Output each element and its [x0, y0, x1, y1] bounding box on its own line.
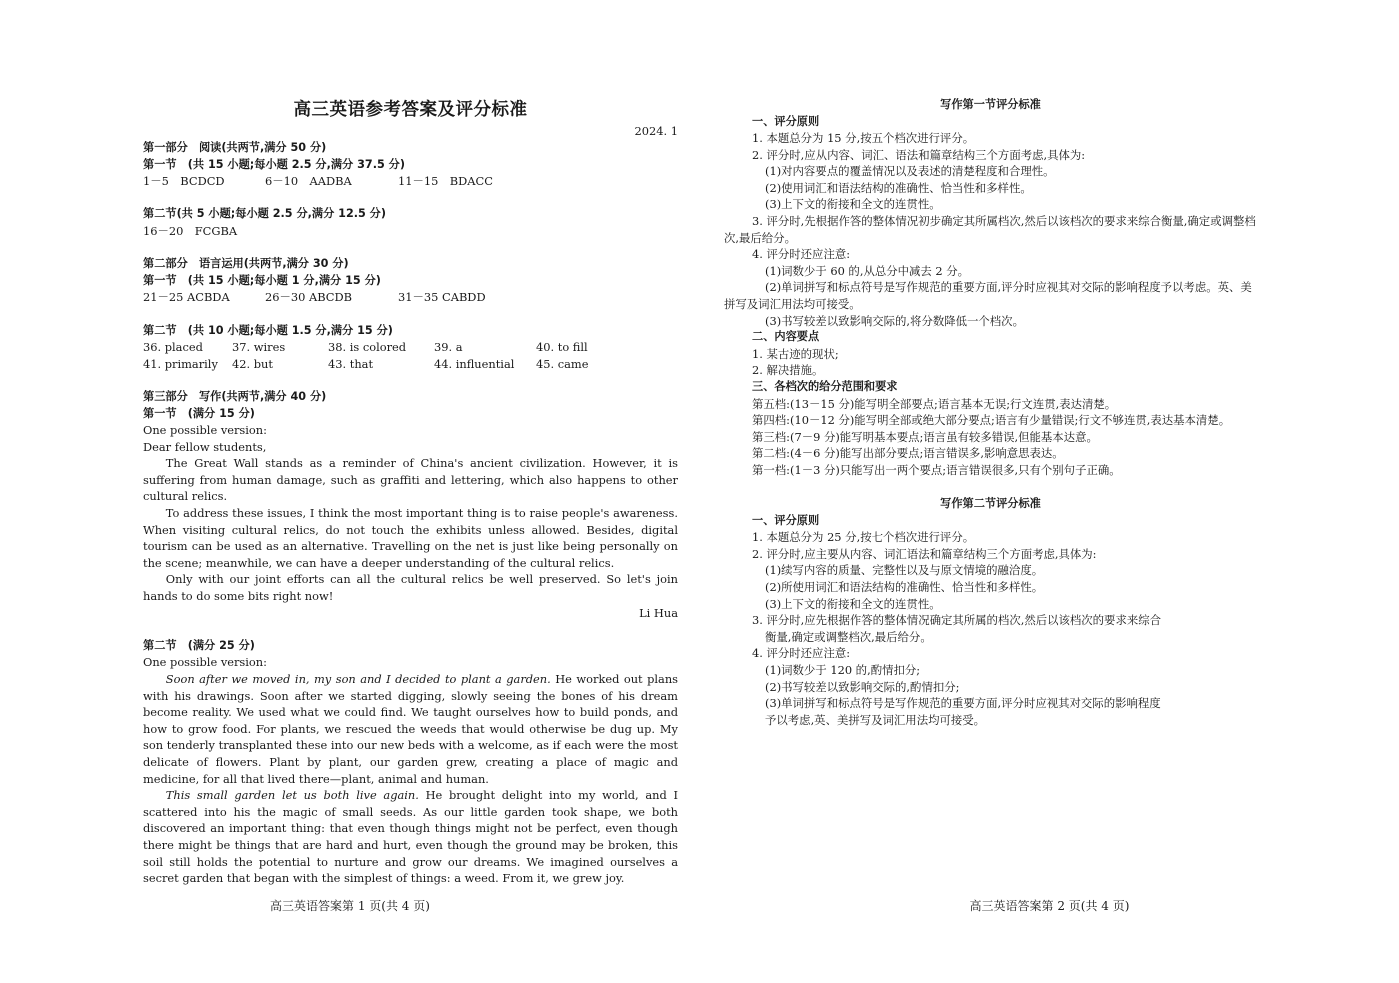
answer-group: 6－10 AADBA	[265, 174, 352, 189]
answer-group: 31－35 CABDD	[398, 290, 486, 305]
rubric-subitem: (3)书写较差以致影响交际的,将分数降低一个档次。	[765, 313, 1024, 328]
rubric-subitem: (3)上下文的衔接和全文的连贯性。	[765, 197, 941, 212]
section-title: 写作第一节评分标准	[940, 98, 1041, 111]
part1-heading: 第一部分 阅读(共两节,满分 50 分)	[143, 141, 327, 154]
rubric-heading: 三、各档次的给分范围和要求	[752, 380, 898, 393]
rubric-item: 3. 评分时,应先根据作答的整体情况确定其所属的档次,然后以该档次的要求来综合	[752, 613, 1162, 628]
version-label: One possible version:	[143, 655, 267, 670]
section-title: 写作第二节评分标准	[940, 497, 1041, 511]
date-label: 2024. 1	[634, 124, 678, 138]
answer-item: 36. placed	[143, 340, 203, 355]
part3-sec2-heading: 第二节 (满分 25 分)	[143, 638, 255, 652]
rubric-item: 3. 评分时,先根据作答的整体情况初步确定其所属档次,然后以该档次的要求来综合衡量,确定或调整档次,最后给分。	[724, 214, 1256, 245]
answer-group: 16－20 FCGBA	[143, 223, 238, 238]
page-footer: 高三英语答案第 2 页(共 4 页)	[969, 899, 1130, 913]
grade-level: 第五档:(13－15 分)能写明全部要点;语言基本无误;行文连贯,表达清楚。	[752, 396, 1117, 411]
answer-item: 42. but	[232, 356, 273, 371]
part2-sec2-row1	[143, 339, 678, 356]
part1-sec1-heading: 第一节 (共 15 小题;每小题 2.5 分,满分 37.5 分)	[143, 157, 405, 171]
content-point: 2. 解决措施。	[752, 363, 824, 378]
part2-sec2-row2	[143, 356, 678, 373]
paragraph-lead-sentence: Soon after we moved in, my son and I decided to plant a garden.	[165, 672, 551, 686]
paragraph-body: He worked out plans with his drawings. Soon after we started digging, slowly seeing the bones of his dream become reality. We used what we could find. We taught ourselves how to build ponds, and how to grow food. For plants, we rescued the weeds that would otherwise be dug up. My son tenderly transplanted these into our new beds with a welcome, as if each were the most delicate of flowers. Plant by plant, our garden grew, creating a place of magic and medicine, for all that lived there—plant, animal and human.	[143, 672, 679, 786]
answer-item: 39. a	[434, 340, 463, 355]
answer-item: 41. primarily	[143, 356, 218, 371]
rubric-heading: 一、评分原则	[752, 513, 820, 527]
part2-sec1-heading: 第一节 (共 15 小题;每小题 1 分,满分 15 分)	[143, 273, 381, 287]
rubric-item: 1. 本题总分为 25 分,按七个档次进行评分。	[752, 530, 975, 545]
paragraph-body: He brought delight into my world, and I scattered into his the magic of small seeds. As our little garden took shape, we both discovered an important thing: that even though things might not be perfect, even though there might be things that are hard and hurt, even though the ground may be broken, this soil still holds the potential to nurture and grow our dreams. We imagined ourselves a secret garden that began with the simplest of things: a weed. From it, we grew joy.	[143, 788, 678, 886]
letter-signature: Li Hua	[639, 605, 678, 620]
grade-level: 第一档:(1－3 分)只能写出一两个要点;语言错误很多,只有个别句子正确。	[752, 462, 1121, 477]
story-paragraph	[143, 787, 678, 887]
paragraph-lead-sentence: This small garden let us both live again.	[165, 788, 419, 803]
rubric-subitem: (2)书写较差以致影响交际的,酌情扣分;	[765, 679, 960, 694]
answer-item: 45. came	[536, 356, 589, 371]
answer-group: 21－25 ACBDA	[143, 290, 230, 305]
rubric-item: 1. 本题总分为 15 分,按五个档次进行评分。	[752, 131, 975, 146]
rubric-item: 2. 评分时,应从内容、词汇、语法和篇章结构三个方面考虑,具体为:	[752, 147, 1086, 162]
version-label: One possible version:	[143, 423, 267, 438]
rubric-item-continuation: 衡量,确定或调整档次,最后给分。	[765, 629, 932, 644]
page-1-content	[143, 98, 678, 887]
answer-group: 11－15 BDACC	[398, 174, 493, 189]
rubric-subitem: (1)续写内容的质量、完整性以及与原文情境的融洽度。	[765, 563, 1044, 578]
grade-level: 第四档:(10－12 分)能写明全部或绝大部分要点;语言有少量错误;行文不够连贯,表达基本清楚。	[752, 413, 1231, 428]
answer-group: 26－30 ABCDB	[265, 290, 353, 305]
rubric-subitem: (3)上下文的衔接和全文的连贯性。	[765, 596, 941, 611]
rubric-subitem: (2)使用词汇和语法结构的准确性、恰当性和多样性。	[765, 180, 1032, 195]
rubric-subitem: (2)所使用词汇和语法结构的准确性、恰当性和多样性。	[765, 580, 1044, 595]
part3-heading: 第三部分 写作(共两节,满分 40 分)	[143, 389, 327, 403]
rubric-item: 4. 评分时还应注意:	[752, 646, 851, 661]
part2-sec1-answers	[143, 289, 678, 306]
grade-level: 第二档:(4－6 分)能写出部分要点;语言错误多,影响意思表达。	[752, 446, 1064, 461]
part1-sec2-heading: 第二节(共 5 小题;每小题 2.5 分,满分 12.5 分)	[143, 207, 386, 221]
page-2-content	[724, 96, 1257, 728]
letter-paragraph: Only with our joint efforts can all the cultural relics be well preserved. So let's join hands to do some bits right now!	[143, 572, 678, 604]
answer-item: 37. wires	[232, 340, 286, 355]
rubric-item: 4. 评分时还应注意:	[752, 247, 851, 262]
letter-paragraph: To address these issues, I think the most important thing is to raise people's awareness. When visiting cultural relics, do not touch the exhibits unless allowed. Besides, digital tourism can be used as an alternative. Travelling on the net is just like being personally on the scene; meanwhile, we can have a deeper understanding of the cultural relics.	[143, 506, 678, 570]
answer-item: 44. influential	[434, 356, 515, 371]
letter-greeting: Dear fellow students,	[143, 439, 267, 454]
answer-item: 38. is colored	[328, 340, 407, 355]
rubric-subitem: (1)对内容要点的覆盖情况以及表述的清楚程度和合理性。	[765, 164, 1055, 179]
rubric-item: 2. 评分时,应主要从内容、词汇语法和篇章结构三个方面考虑,具体为:	[752, 546, 1097, 561]
page-footer: 高三英语答案第 1 页(共 4 页)	[270, 899, 430, 913]
letter-paragraph: The Great Wall stands as a reminder of China's ancient civilization. However, it is suffering from human damage, such as graffiti and lettering, which also happens to other cultural relics.	[143, 456, 678, 504]
part1-sec2-answers	[143, 223, 678, 240]
rubric-subitem: (2)单词拼写和标点符号是写作规范的重要方面,评分时应视其对交际的影响程度予以考虑。英、美拼写及词汇用法均可接受。	[724, 280, 1252, 312]
rubric-subitem: (1)词数少于 60 的,从总分中减去 2 分。	[765, 263, 970, 278]
part2-sec2-heading: 第二节 (共 10 小题;每小题 1.5 分,满分 15 分)	[143, 323, 393, 337]
grade-level: 第三档:(7－9 分)能写明基本要点;语言虽有较多错误,但能基本达意。	[752, 429, 1098, 444]
answer-item: 43. that	[328, 356, 374, 371]
answer-group: 1－5 BCDCD	[143, 174, 225, 189]
rubric-subitem: (1)词数少于 120 的,酌情扣分;	[765, 663, 921, 677]
rubric-subitem: (3)单词拼写和标点符号是写作规范的重要方面,评分时应视其对交际的影响程度	[765, 696, 1161, 711]
content-point: 1. 某古迹的现状;	[752, 346, 839, 361]
story-paragraph	[143, 671, 678, 787]
rubric-heading: 二、内容要点	[752, 330, 820, 344]
answer-item: 40. to fill	[536, 340, 588, 355]
page-title: 高三英语参考答案及评分标准	[293, 100, 528, 120]
part1-sec1-answers	[143, 173, 678, 190]
rubric-heading: 一、评分原则	[752, 114, 820, 128]
part2-heading: 第二部分 语言运用(共两节,满分 30 分)	[143, 257, 349, 271]
part3-sec1-heading: 第一节 (满分 15 分)	[143, 406, 255, 420]
rubric-subitem-continuation: 予以考虑,英、美拼写及词汇用法均可接受。	[765, 712, 986, 727]
answer-page-2	[700, 0, 1399, 983]
